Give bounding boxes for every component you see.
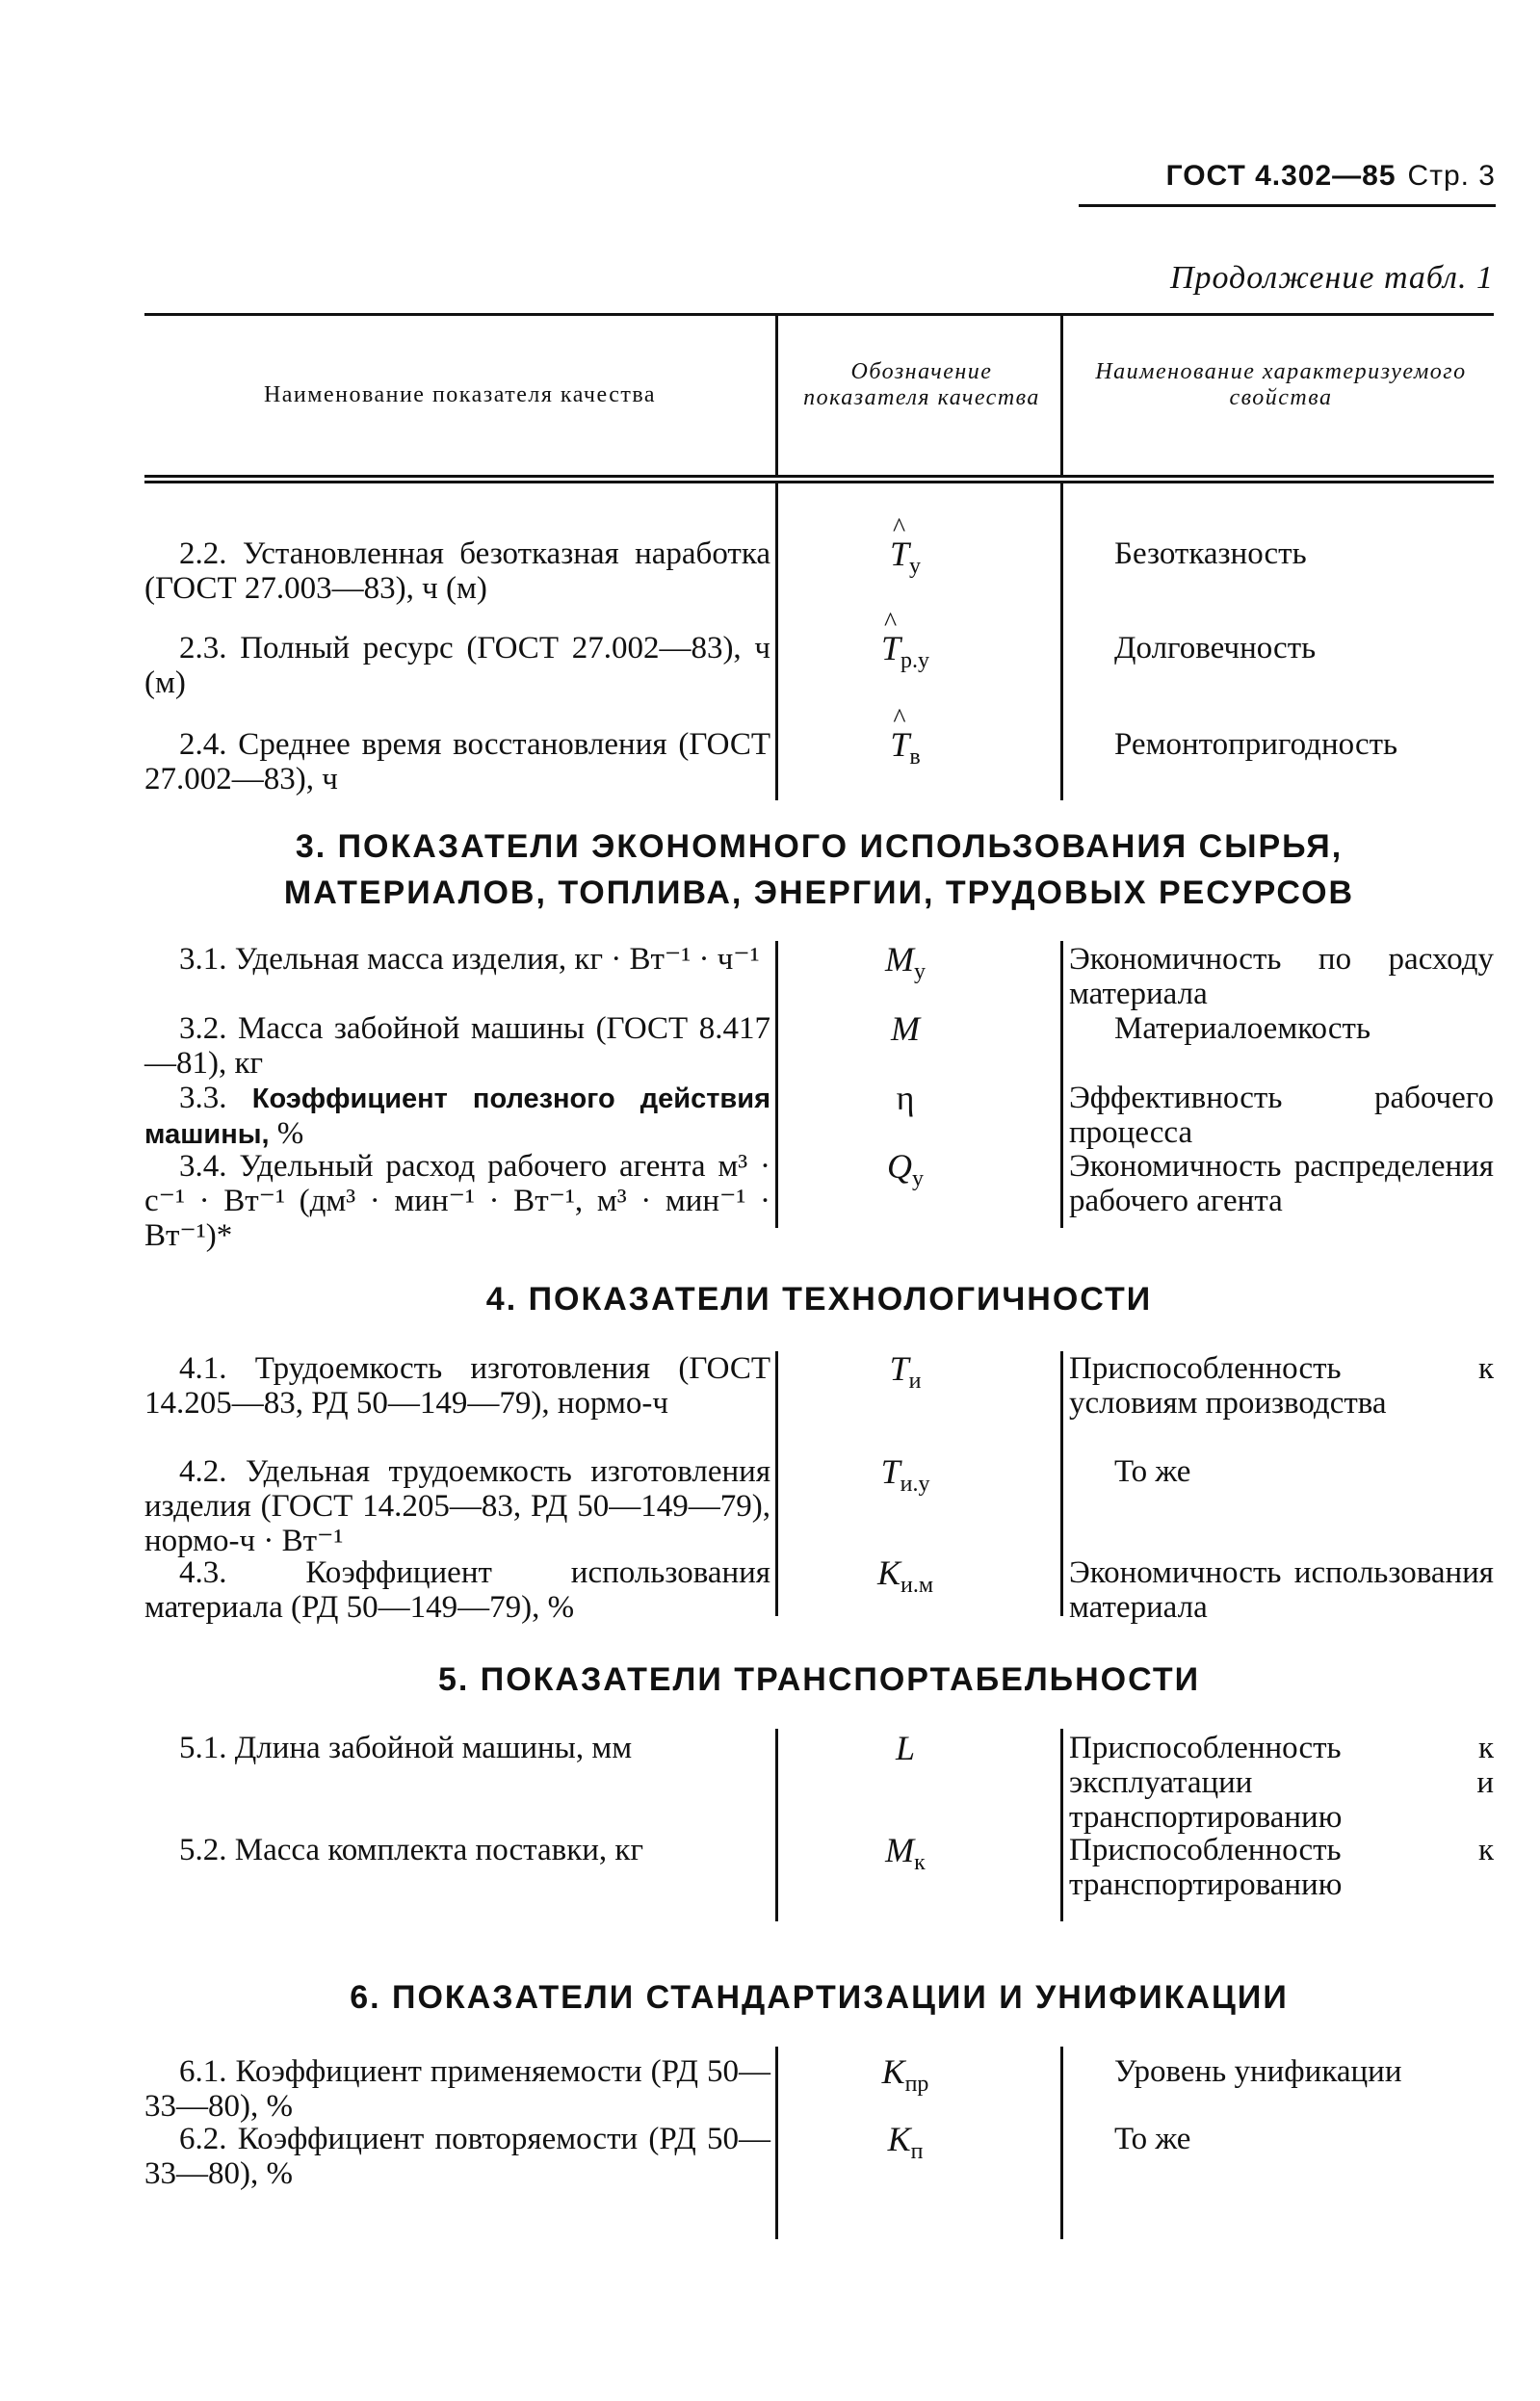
row-6-1-symbol: $K_{пр}$ bbox=[881, 2052, 929, 2098]
row-4-2-property: То же bbox=[1114, 1454, 1191, 1489]
standard-number: ГОСТ 4.302—85 bbox=[1165, 160, 1396, 192]
row-3-3-symbol: η bbox=[896, 1079, 915, 1117]
section-3-heading bbox=[144, 823, 1494, 916]
row-3-3-name: 3.3. Коэффициент полезного действия машины, % bbox=[144, 1081, 770, 1151]
row-2-4-symbol: ^ $T_в$ bbox=[799, 727, 1011, 774]
row-5-1-property: Приспособленность к эксплуатации и транспортированию bbox=[1069, 1731, 1494, 1835]
row-3-1-symbol: $M_у$ bbox=[885, 940, 926, 985]
row-3-1-property: Экономичность по расходу материала bbox=[1069, 942, 1494, 1011]
row-5-2-symbol: $M_к$ bbox=[885, 1831, 926, 1876]
header-name: Наименование показателя качества bbox=[263, 382, 657, 407]
row-5-2-name: 5.2. Масса комплекта поставки, кг bbox=[179, 1833, 643, 1867]
row-2-4-name: 2.4. Среднее время восстановления (ГОСТ 27.002—83), ч bbox=[144, 727, 770, 796]
row-2-3-property: Долговечность bbox=[1114, 631, 1317, 665]
divider-s6-2 bbox=[1060, 2047, 1063, 2239]
row-4-3-name: 4.3. Коэффициент использования материала (РД 50—149—79), % bbox=[144, 1555, 770, 1625]
header-bottom-rule-1 bbox=[144, 475, 1494, 478]
row-2-3-name: 2.3. Полный ресурс (ГОСТ 27.002—83), ч (м) bbox=[144, 631, 770, 700]
divider-s3-2 bbox=[1060, 941, 1063, 1228]
row-3-4-symbol: $Q_у$ bbox=[887, 1147, 924, 1192]
row-4-2-name: 4.2. Удельная трудоемкость изготовления изделия (ГОСТ 14.205—83, РД 50—149—79), нормо-ч · Вт⁻¹ bbox=[144, 1454, 770, 1558]
row-4-3-symbol: $K_{и.м}$ bbox=[876, 1553, 934, 1599]
row-4-3-property: Экономичность использования материала bbox=[1069, 1555, 1494, 1625]
row-5-1-name: 5.1. Длина забойной машины, мм bbox=[179, 1731, 633, 1765]
row-6-1-name: 6.1. Коэффициент применяемости (РД 50—33—80), % bbox=[144, 2054, 770, 2124]
row-4-1-symbol: $T_и$ bbox=[889, 1349, 922, 1395]
row-4-1-name: 4.1. Трудоемкость изготовления (ГОСТ 14.205—83, РД 50—149—79), нормо-ч bbox=[144, 1351, 770, 1421]
page-header bbox=[1166, 160, 1496, 193]
divider-s4-1 bbox=[775, 1351, 778, 1616]
section-3-title-line1: 3. ПОКАЗАТЕЛИ ЭКОНОМНОГО ИСПОЛЬЗОВАНИЯ СЫРЬЯ, bbox=[295, 828, 1344, 865]
row-2-2-symbol: ^ $T_у$ bbox=[799, 536, 1011, 584]
row-3-3-property: Эффективность рабочего процесса bbox=[1069, 1081, 1494, 1150]
row-2-2-property: Безотказность bbox=[1114, 536, 1307, 571]
section-5-heading: 5. ПОКАЗАТЕЛИ ТРАНСПОРТАБЕЛЬНОСТИ bbox=[437, 1661, 1201, 1698]
page-number: Стр. 3 bbox=[1407, 160, 1496, 192]
header-bottom-rule-2 bbox=[144, 481, 1494, 483]
section-3-title-line2: МАТЕРИАЛОВ, ТОПЛИВА, ЭНЕРГИИ, ТРУДОВЫХ РЕСУРСОВ bbox=[283, 874, 1355, 911]
row-6-1-property: Уровень унификации bbox=[1114, 2054, 1402, 2089]
section-4-heading: 4. ПОКАЗАТЕЛИ ТЕХНОЛОГИЧНОСТИ bbox=[485, 1281, 1153, 1318]
row-3-2-symbol: M bbox=[891, 1009, 920, 1048]
row-3-4-name: 3.4. Удельный расход рабочего агента м³ · с⁻¹ · Вт⁻¹ (дм³ · мин⁻¹ · Вт⁻¹, м³ · мин⁻¹ · Вт⁻¹)* bbox=[144, 1149, 770, 1253]
divider-s6-1 bbox=[775, 2047, 778, 2239]
header-property: Наименование характеризуемого свойства bbox=[1095, 359, 1467, 410]
divider-s2-2 bbox=[1060, 481, 1063, 800]
divider-s5-1 bbox=[775, 1729, 778, 1921]
row-6-2-symbol: $K_п$ bbox=[887, 2120, 924, 2165]
divider-s5-2 bbox=[1060, 1729, 1063, 1921]
row-6-2-property: То же bbox=[1114, 2122, 1191, 2156]
row-5-2-property: Приспособленность к транспортированию bbox=[1069, 1833, 1494, 1902]
row-3-1-name: 3.1. Удельная масса изделия, кг · Вт⁻¹ · ч⁻¹ bbox=[179, 942, 760, 977]
header-divider-2 bbox=[1060, 313, 1063, 478]
row-4-1-property: Приспособленность к условиям производства bbox=[1069, 1351, 1494, 1421]
row-2-2-name: 2.2. Установленная безотказная наработка (ГОСТ 27.003—83), ч (м) bbox=[144, 536, 770, 606]
row-5-1-symbol: L bbox=[895, 1729, 916, 1767]
row-3-4-property: Экономичность распределения рабочего агента bbox=[1069, 1149, 1494, 1218]
header-symbol: Обозначение показателя качества bbox=[803, 359, 1040, 410]
divider-s2-1 bbox=[775, 481, 778, 800]
row-6-2-name: 6.2. Коэффициент повторяемости (РД 50—33—80), % bbox=[144, 2122, 770, 2191]
row-2-3-symbol: ^ $T_{р.у}$ bbox=[799, 631, 1011, 678]
row-3-2-name: 3.2. Масса забойной машины (ГОСТ 8.417—81), кг bbox=[144, 1011, 770, 1081]
row-4-2-symbol: $T_{и.у}$ bbox=[880, 1452, 930, 1498]
row-2-4-property: Ремонтопригодность bbox=[1114, 727, 1398, 762]
divider-s4-2 bbox=[1060, 1351, 1063, 1616]
row-3-2-property: Материалоемкость bbox=[1114, 1011, 1370, 1046]
section-6-heading: 6. ПОКАЗАТЕЛИ СТАНДАРТИЗАЦИИ И УНИФИКАЦИИ bbox=[350, 1979, 1289, 2016]
table-top-rule bbox=[144, 313, 1494, 316]
table-continuation-label: Продолжение табл. 1 bbox=[1169, 260, 1494, 296]
header-divider-1 bbox=[775, 313, 778, 478]
header-rule bbox=[1079, 204, 1496, 207]
divider-s3-1 bbox=[775, 941, 778, 1228]
